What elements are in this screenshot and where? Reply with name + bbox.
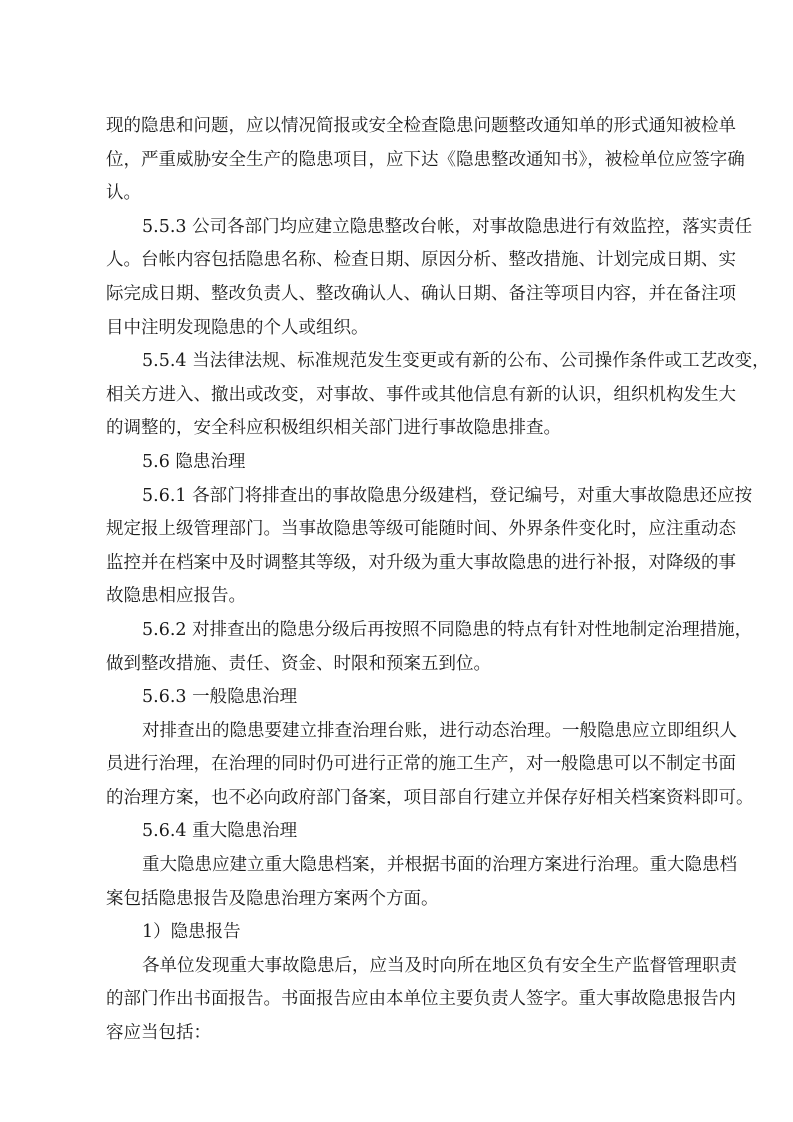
- paragraph: [106, 916, 694, 950]
- text-line: 5.5.3 公司各部门均应建立隐患整改台帐，对事故隐患进行有效监控，落实责任: [142, 216, 753, 237]
- text-line: 重大隐患应建立重大隐患档案，并根据书面的治理方案进行治理。重大隐患档: [142, 855, 737, 876]
- text-line: 认。: [106, 183, 141, 204]
- paragraph: [106, 110, 745, 211]
- text-line: 人。台帐内容包括隐患名称、检查日期、原因分析、整改措施、计划完成日期、实: [106, 250, 736, 271]
- paragraph: [106, 681, 694, 715]
- text-line: 5.6.2 对排查出的隐患分级后再按照不同隐患的特点有针对性地制定治理措施，: [142, 619, 753, 640]
- text-line: 5.6 隐患治理: [142, 451, 246, 472]
- text-line: 监控并在档案中及时调整其等级，对升级为重大事故隐患的进行补报，对降级的事: [106, 552, 736, 573]
- paragraph: [106, 480, 753, 614]
- text-line: 容应当包括：: [106, 1023, 211, 1044]
- paragraph: [106, 446, 694, 480]
- text-line: 案包括隐患报告及隐患治理方案两个方面。: [106, 888, 439, 909]
- text-line: 5.6.1 各部门将排查出的事故隐患分级建档，登记编号，对重大事故隐患还应按: [142, 485, 753, 506]
- text-line: 5.6.4 重大隐患治理: [142, 821, 298, 842]
- text-line: 5.6.3 一般隐患治理: [142, 687, 298, 708]
- text-line: 的调整的，安全科应积极组织相关部门进行事故隐患排查。: [106, 418, 561, 439]
- paragraph: [106, 950, 737, 1051]
- document-page: [106, 110, 770, 1051]
- paragraph: [106, 614, 753, 681]
- text-line: 员进行治理，在治理的同时仍可进行正常的施工生产，对一般隐患可以不制定书面: [106, 754, 736, 775]
- text-line: 故隐患相应报告。: [106, 586, 246, 607]
- text-line: 1）隐患报告: [142, 922, 241, 943]
- paragraph: [106, 815, 694, 849]
- text-line: 相关方进入、撤出或改变，对事故、事件或其他信息有新的认识，组织机构发生大: [106, 384, 736, 405]
- text-line: 规定报上级管理部门。当事故隐患等级可能随时间、外界条件变化时，应注重动态: [106, 519, 736, 540]
- text-line: 的治理方案，也不必向政府部门备案，项目部自行建立并保存好相关档案资料即可。: [106, 787, 754, 808]
- text-line: 的部门作出书面报告。书面报告应由本单位主要负责人签字。重大事故隐患报告内: [106, 989, 736, 1010]
- text-line: 位，严重威胁安全生产的隐患项目，应下达《隐患整改通知书》，被检单位应签字确: [106, 149, 745, 170]
- paragraph: [106, 345, 770, 446]
- text-line: 目中注明发现隐患的个人或组织。: [106, 317, 369, 338]
- text-line: 际完成日期、整改负责人、整改确认人、确认日期、备注等项目内容，并在备注项: [106, 283, 736, 304]
- text-line: 对排查出的隐患要建立排查治理台账，进行动态治理。一般隐患应立即组织人: [142, 720, 737, 741]
- text-line: 各单位发现重大事故隐患后，应当及时向所在地区负有安全生产监督管理职责: [142, 955, 737, 976]
- paragraph: [106, 715, 754, 816]
- text-line: 现的隐患和问题，应以情况简报或安全检查隐患问题整改通知单的形式通知被检单: [106, 116, 736, 136]
- paragraph: [106, 211, 753, 345]
- paragraph: [106, 849, 737, 916]
- text-line: 5.5.4 当法律法规、标准规范发生变更或有新的公布、公司操作条件或工艺改变，: [142, 351, 770, 372]
- text-line: 做到整改措施、责任、资金、时限和预案五到位。: [106, 653, 491, 674]
